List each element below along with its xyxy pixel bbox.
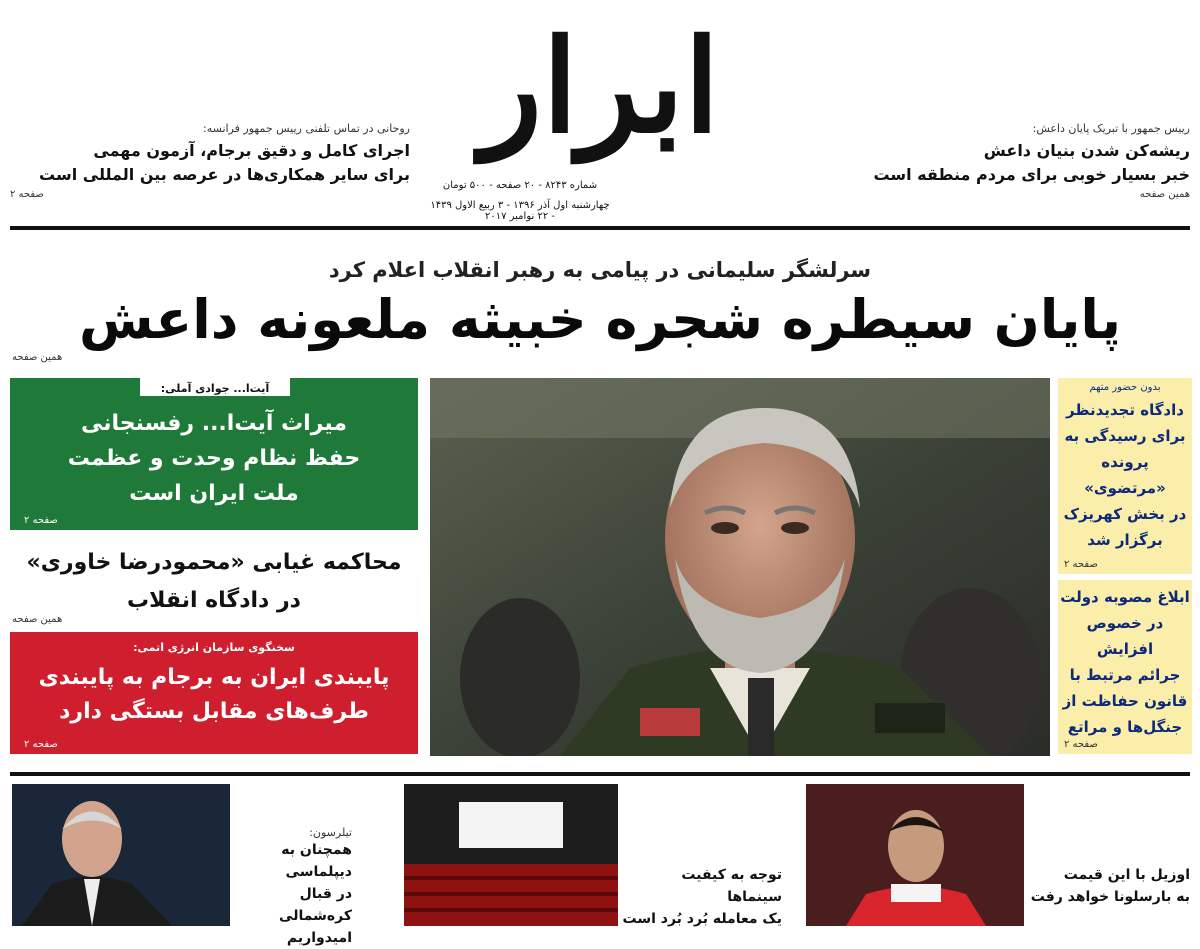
yellow-story-1[interactable] <box>1058 378 1192 574</box>
cinema-icon <box>404 784 618 926</box>
yellow-1-line-5: برگزار شد <box>1087 531 1163 549</box>
green-kicker-tab <box>140 378 290 396</box>
green-kicker: آیت‌ا... جوادی آملی: <box>160 382 270 395</box>
lead-headline[interactable]: پایان سیطره شجره خبیثه ملعونه داعش <box>79 288 1121 351</box>
bottom-right-story[interactable] <box>1028 864 1190 908</box>
middle-line-1: محاکمه غیابی «محمودرضا خاوری» <box>26 550 402 575</box>
top-right-line-1: ریشه‌کن شدن بنیان داعش <box>983 141 1190 160</box>
top-left-line-2: برای سایر همکاری‌ها در عرصه بین المللی است <box>39 165 410 184</box>
masthead-title: ابرار <box>480 12 720 162</box>
yellow-2-line-5: جنگل‌ها و مراتع <box>1067 718 1183 736</box>
top-right-page-ref: همین صفحه <box>1139 189 1190 200</box>
middle-line-2: در دادگاه انقلاب <box>127 588 301 613</box>
lead-page-ref: همین صفحه <box>12 352 63 363</box>
top-left-kicker: روحانی در تماس تلفنی رییس جمهور فرانسه: <box>203 122 410 135</box>
yellow-1-line-3: پرونده «مرتضوی» <box>1084 453 1166 497</box>
yellow-1-line-4: در بخش کهریزک <box>1063 505 1187 523</box>
red-line-2: طرف‌های مقابل بستگی دارد <box>59 699 369 724</box>
red-story-box[interactable] <box>10 632 418 754</box>
yellow-2-line-4: قانون حفاظت از <box>1062 692 1188 710</box>
middle-page-ref: همین صفحه <box>12 614 63 625</box>
cinema-photo <box>404 784 618 926</box>
bottom-right-line-2: به بارسلونا خواهد رفت <box>1030 889 1190 905</box>
yellow-2-line-1: ابلاغ مصوبه دولت <box>1060 588 1190 606</box>
top-right-line-2: خبر بسیار خوبی برای مردم منطقه است <box>873 165 1190 184</box>
ozil-photo <box>806 784 1024 926</box>
bottom-center-story[interactable] <box>622 864 782 930</box>
green-story-box[interactable] <box>10 378 418 530</box>
athlete-photo-icon <box>806 784 1024 926</box>
date-line: چهارشنبه اول آذر ۱۳۹۶ - ۳ ربیع الاول ۱۴۳۹ - ۲۲ نوامبر ۲۰۱۷ <box>430 200 610 222</box>
top-left-page-ref: صفحه ۲ <box>10 189 44 200</box>
bottom-left-line-1: همچنان به دیپلماسی <box>281 842 352 880</box>
lead-photo <box>430 378 1050 756</box>
tillerson-photo <box>12 784 230 926</box>
bottom-right-line-1: اوزیل با این قیمت <box>1063 867 1190 883</box>
top-left-line-1: اجرای کامل و دقیق برجام، آزمون مهمی <box>93 141 410 160</box>
green-line-1: میراث آیت‌ا... رفسنجانی <box>80 411 348 436</box>
yellow-1-line-1: دادگاه تجدیدنظر <box>1066 401 1184 419</box>
top-left-brief[interactable] <box>10 122 410 200</box>
bottom-left-story[interactable] <box>232 826 352 949</box>
middle-story[interactable] <box>10 544 418 620</box>
top-right-kicker: رییس جمهور با تبریک پایان داعش: <box>1032 122 1190 135</box>
bottom-left-line-2: در قبال کره‌شمالی <box>279 886 352 924</box>
yellow-story-2[interactable] <box>1058 580 1192 754</box>
green-line-2: حفظ نظام وحدت و عظمت <box>67 446 361 471</box>
bottom-center-line-2: یک معامله بُرد بُرد است <box>622 911 782 927</box>
red-kicker: سخنگوی سازمان انرژی اتمی: <box>133 641 295 654</box>
yellow-1-page-ref: صفحه ۲ <box>1064 559 1098 570</box>
green-line-3: ملت ایران است <box>129 481 299 506</box>
masthead-rule <box>10 226 1190 230</box>
yellow-1-kicker: بدون حضور متهم <box>1089 382 1161 393</box>
portrait-illustration <box>430 378 1050 756</box>
bottom-center-line-1: توجه به کیفیت سینماها <box>681 867 782 905</box>
person-photo-icon <box>12 784 230 926</box>
red-line-1: پایبندی ایران به برجام به پایبندی <box>38 665 390 690</box>
bottom-rule <box>10 772 1190 776</box>
lead-subhead: سرلشگر سلیمانی در پیامی به رهبر انقلاب اعلام کرد <box>328 258 872 282</box>
issue-line: شماره ۸۲۴۳ - ۲۰ صفحه - ۵۰۰ تومان <box>442 180 598 191</box>
yellow-2-line-3: جرائم مرتبط با <box>1069 666 1181 684</box>
red-page-ref: صفحه ۲ <box>24 739 58 750</box>
bottom-left-kicker: تیلرسون: <box>309 826 352 839</box>
yellow-1-line-2: برای رسیدگی به <box>1064 427 1186 445</box>
yellow-2-line-2: در خصوص افزایش <box>1086 614 1164 658</box>
bottom-left-line-3: امیدواریم <box>286 930 352 946</box>
green-page-ref: صفحه ۲ <box>24 515 58 526</box>
yellow-2-page-ref: صفحه ۲ <box>1064 739 1098 750</box>
top-right-brief[interactable] <box>790 122 1190 200</box>
